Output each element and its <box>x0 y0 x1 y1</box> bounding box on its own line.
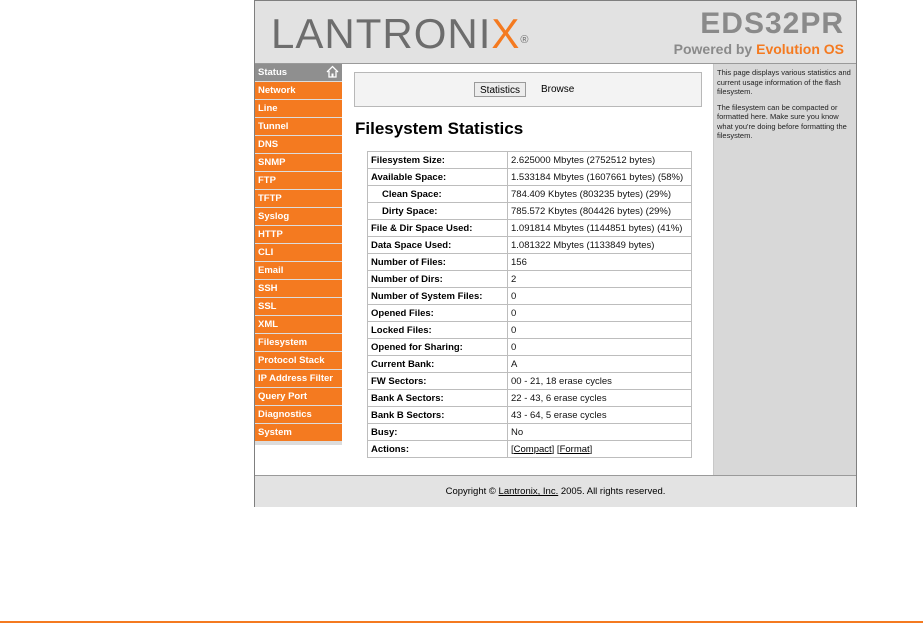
sidebar-item-ssl[interactable] <box>255 298 342 315</box>
compact-link[interactable]: Compact <box>513 443 552 455</box>
row-label: Bank A Sectors: <box>368 390 508 407</box>
table-row <box>368 305 692 322</box>
row-value: No <box>508 424 692 441</box>
help-panel <box>713 64 856 475</box>
row-value: A <box>508 356 692 373</box>
sidebar-item-label: DNS <box>258 139 279 150</box>
table-row <box>368 152 692 169</box>
logo-registered-mark: ® <box>520 34 530 46</box>
row-value: 784.409 Kbytes (803235 bytes) (29%) <box>508 186 692 203</box>
sidebar-item-label: Status <box>258 67 288 78</box>
row-value: 156 <box>508 254 692 271</box>
table-row <box>368 339 692 356</box>
sidebar-item-label: XML <box>258 319 279 330</box>
row-value: 2.625000 Mbytes (2752512 bytes) <box>508 152 692 169</box>
help-text-2: The filesystem can be compacted or formatted here. Make sure you know what you're doing before formatting the filesystem. <box>717 102 847 140</box>
row-value: 1.091814 Mbytes (1144851 bytes) (41%) <box>508 220 692 237</box>
sidebar-item-email[interactable] <box>255 262 342 279</box>
sidebar-item-label: CLI <box>258 247 274 258</box>
table-row <box>368 186 692 203</box>
row-label: Actions: <box>368 441 508 458</box>
sidebar-item-label: FTP <box>258 175 276 186</box>
sidebar-item-network[interactable] <box>255 82 342 99</box>
table-row <box>368 441 692 458</box>
sidebar-item-label: Syslog <box>258 211 290 222</box>
sidebar-item-http[interactable] <box>255 226 342 243</box>
table-row <box>368 203 692 220</box>
sidebar-item-cli[interactable] <box>255 244 342 261</box>
table-row <box>368 271 692 288</box>
table-row <box>368 356 692 373</box>
row-label: Number of Files: <box>368 254 508 271</box>
row-label: Filesystem Size: <box>368 152 508 169</box>
actions-cell <box>508 441 692 458</box>
sidebar-item-label: SNMP <box>258 157 286 168</box>
row-value: 785.572 Kbytes (804426 bytes) (29%) <box>508 203 692 220</box>
row-value: 1.081322 Mbytes (1133849 bytes) <box>508 237 692 254</box>
tab-statistics[interactable]: Statistics <box>474 82 526 97</box>
page-divider <box>0 621 923 623</box>
lantronix-link[interactable]: Lantronix, Inc. <box>498 486 559 497</box>
row-label: Dirty Space: <box>368 203 508 220</box>
footer <box>255 475 856 507</box>
row-value: 00 - 21, 18 erase cycles <box>508 373 692 390</box>
row-label: File & Dir Space Used: <box>368 220 508 237</box>
row-label: Current Bank: <box>368 356 508 373</box>
table-row <box>368 237 692 254</box>
format-link[interactable]: Format <box>559 443 590 455</box>
sidebar-item-label: Protocol Stack <box>258 355 325 366</box>
sidebar-item-label: Query Port <box>258 391 308 402</box>
row-value: 22 - 43, 6 erase cycles <box>508 390 692 407</box>
sidebar <box>255 64 342 445</box>
row-label: Opened for Sharing: <box>368 339 508 356</box>
sidebar-item-system[interactable] <box>255 424 342 441</box>
sidebar-item-ftp[interactable] <box>255 172 342 189</box>
row-value: 0 <box>508 305 692 322</box>
sidebar-item-protocol-stack[interactable] <box>255 352 342 369</box>
row-value: 43 - 64, 5 erase cycles <box>508 407 692 424</box>
sidebar-item-syslog[interactable] <box>255 208 342 225</box>
main-content <box>342 64 713 475</box>
row-label: Data Space Used: <box>368 237 508 254</box>
os-name: Evolution OS <box>756 41 844 57</box>
row-label: Bank B Sectors: <box>368 407 508 424</box>
sidebar-item-label: IP Address Filter <box>258 373 333 384</box>
table-row <box>368 254 692 271</box>
sidebar-item-ip-address-filter[interactable] <box>255 370 342 387</box>
sidebar-item-tftp[interactable] <box>255 190 342 207</box>
product-model: EDS32PR <box>700 7 844 40</box>
row-label: FW Sectors: <box>368 373 508 390</box>
table-row <box>368 373 692 390</box>
page-frame <box>254 0 857 507</box>
sidebar-item-label: Network <box>258 85 296 96</box>
tab-bar <box>354 72 702 107</box>
sidebar-item-ssh[interactable] <box>255 280 342 297</box>
sidebar-item-label: SSH <box>258 283 278 294</box>
sidebar-item-label: Diagnostics <box>258 409 312 420</box>
sidebar-item-label: HTTP <box>258 229 283 240</box>
table-row <box>368 288 692 305</box>
sidebar-item-dns[interactable] <box>255 136 342 153</box>
sidebar-item-label: System <box>258 427 292 438</box>
table-row <box>368 390 692 407</box>
sidebar-item-xml[interactable] <box>255 316 342 333</box>
powered-by-prefix: Powered by <box>673 41 757 57</box>
row-value: 1.533184 Mbytes (1607661 bytes) (58%) <box>508 169 692 186</box>
row-label: Locked Files: <box>368 322 508 339</box>
header <box>255 1 856 64</box>
bracket: [ <box>511 443 514 455</box>
row-value: 2 <box>508 271 692 288</box>
home-icon[interactable] <box>326 65 339 78</box>
row-label: Number of System Files: <box>368 288 508 305</box>
product-branding <box>674 7 844 57</box>
stats-table <box>367 151 692 458</box>
row-value: 0 <box>508 339 692 356</box>
sidebar-nav <box>255 64 342 441</box>
tab-browse[interactable]: Browse <box>541 84 575 95</box>
row-label: Available Space: <box>368 169 508 186</box>
sidebar-item-tunnel[interactable] <box>255 118 342 135</box>
lantronix-logo <box>271 9 529 59</box>
row-label: Busy: <box>368 424 508 441</box>
table-row <box>368 322 692 339</box>
table-row <box>368 169 692 186</box>
sidebar-item-label: TFTP <box>258 193 282 204</box>
table-row <box>368 424 692 441</box>
sidebar-item-label: Filesystem <box>258 337 308 348</box>
row-value: 0 <box>508 322 692 339</box>
sidebar-item-diagnostics[interactable] <box>255 406 342 423</box>
row-label: Number of Dirs: <box>368 271 508 288</box>
row-label: Opened Files: <box>368 305 508 322</box>
sidebar-item-label: Tunnel <box>258 121 289 132</box>
logo-text: LANTRONI <box>271 10 492 57</box>
sidebar-item-filesystem[interactable] <box>255 334 342 351</box>
powered-by <box>674 41 844 57</box>
sidebar-item-line[interactable] <box>255 100 342 117</box>
bracket: ] [ <box>551 443 560 455</box>
logo-x: X <box>491 10 521 57</box>
sidebar-item-label: Line <box>258 103 278 114</box>
sidebar-item-query-port[interactable] <box>255 388 342 405</box>
table-row <box>368 407 692 424</box>
table-row <box>368 220 692 237</box>
row-label: Clean Space: <box>368 186 508 203</box>
sidebar-item-label: SSL <box>258 301 277 312</box>
row-value: 0 <box>508 288 692 305</box>
copyright-suffix: 2005. All rights reserved. <box>558 486 666 497</box>
sidebar-item-label: Email <box>258 265 284 276</box>
help-text-1: This page displays various statistics and current usage information of the flash filesystem. <box>717 68 851 96</box>
bracket: ] <box>589 443 593 455</box>
sidebar-item-snmp[interactable] <box>255 154 342 171</box>
copyright-prefix: Copyright © <box>445 486 499 497</box>
page-title: Filesystem Statistics <box>355 119 524 138</box>
sidebar-item-status[interactable] <box>255 64 342 81</box>
